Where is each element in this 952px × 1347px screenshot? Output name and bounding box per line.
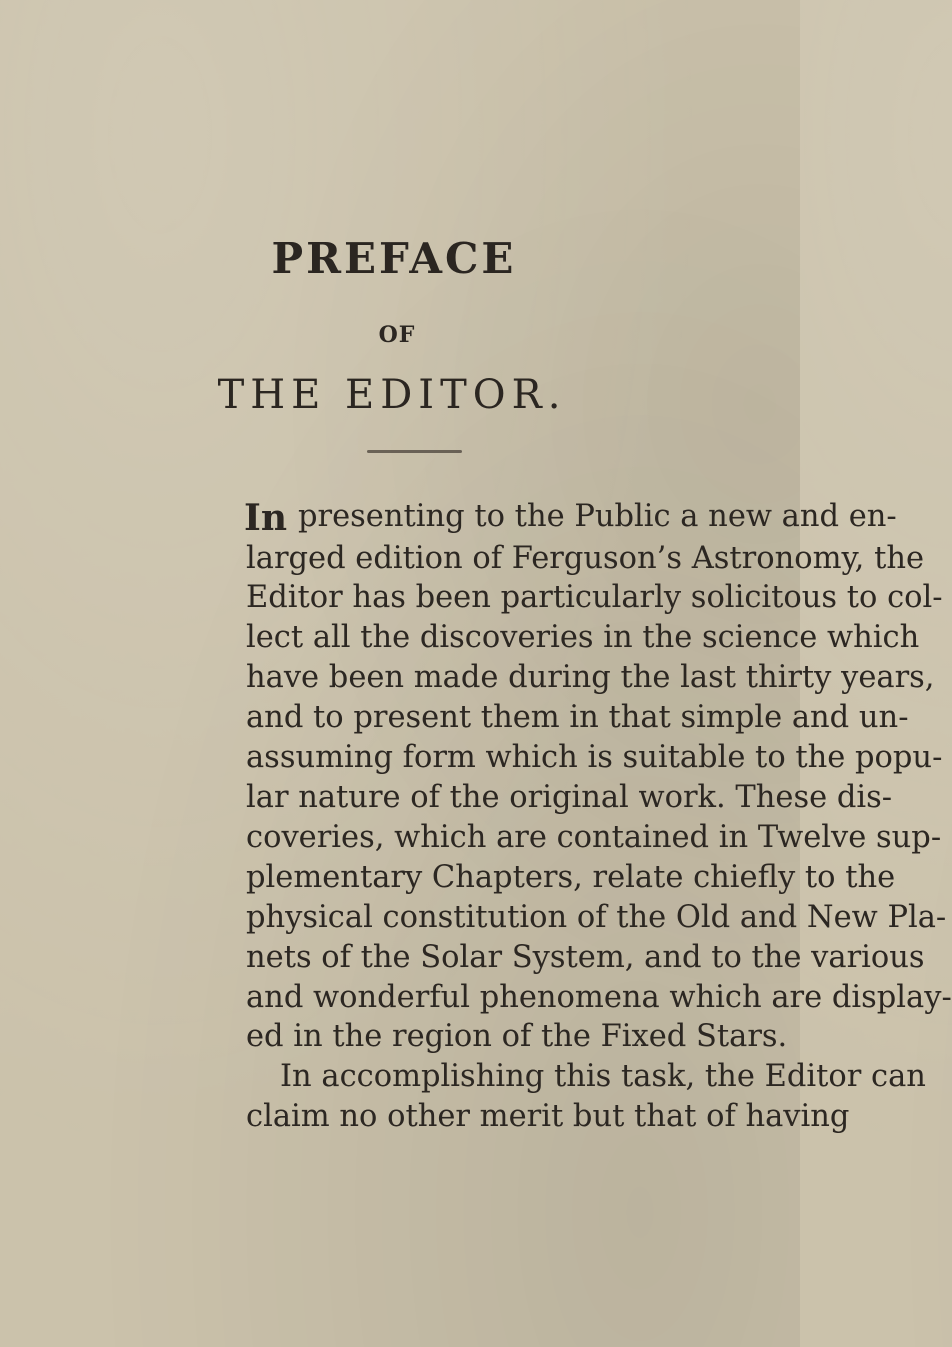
text-line: larged edition of Ferguson’s Astronomy, the [246,541,925,576]
text-line: physical constitution of the Old and New Pla- [246,900,947,935]
text-line: lar nature of the original work. These dis- [246,780,893,815]
editor-heading: THE EDITOR. [217,372,567,418]
text-line: assuming form which is suitable to the popu- [246,740,943,775]
text-line: presenting to the Public a new and en- [298,499,897,534]
text-line: Editor has been particularly solicitous to col- [246,580,943,615]
initial-word: In [244,497,288,539]
decorative-rule [367,450,462,453]
text-line: claim no other merit but that of having [246,1099,850,1134]
text-line [244,497,288,539]
text-line: In accomplishing this task, the Editor can [280,1059,926,1094]
preface-heading: PREFACE [271,234,517,283]
text-line: and to present them in that simple and un- [246,700,909,735]
text-line: have been made during the last thirty years, [246,660,935,695]
of-heading: OF [378,322,416,348]
text-line: ed in the region of the Fixed Stars. [246,1019,788,1054]
text-line: coveries, which are contained in Twelve sup- [246,820,942,855]
text-line: plementary Chapters, relate chiefly to the [246,860,896,895]
text-line: nets of the Solar System, and to the various [246,940,925,975]
text-line: lect all the discoveries in the science which [246,620,920,655]
text-line: and wonderful phenomena which are display- [246,980,952,1015]
